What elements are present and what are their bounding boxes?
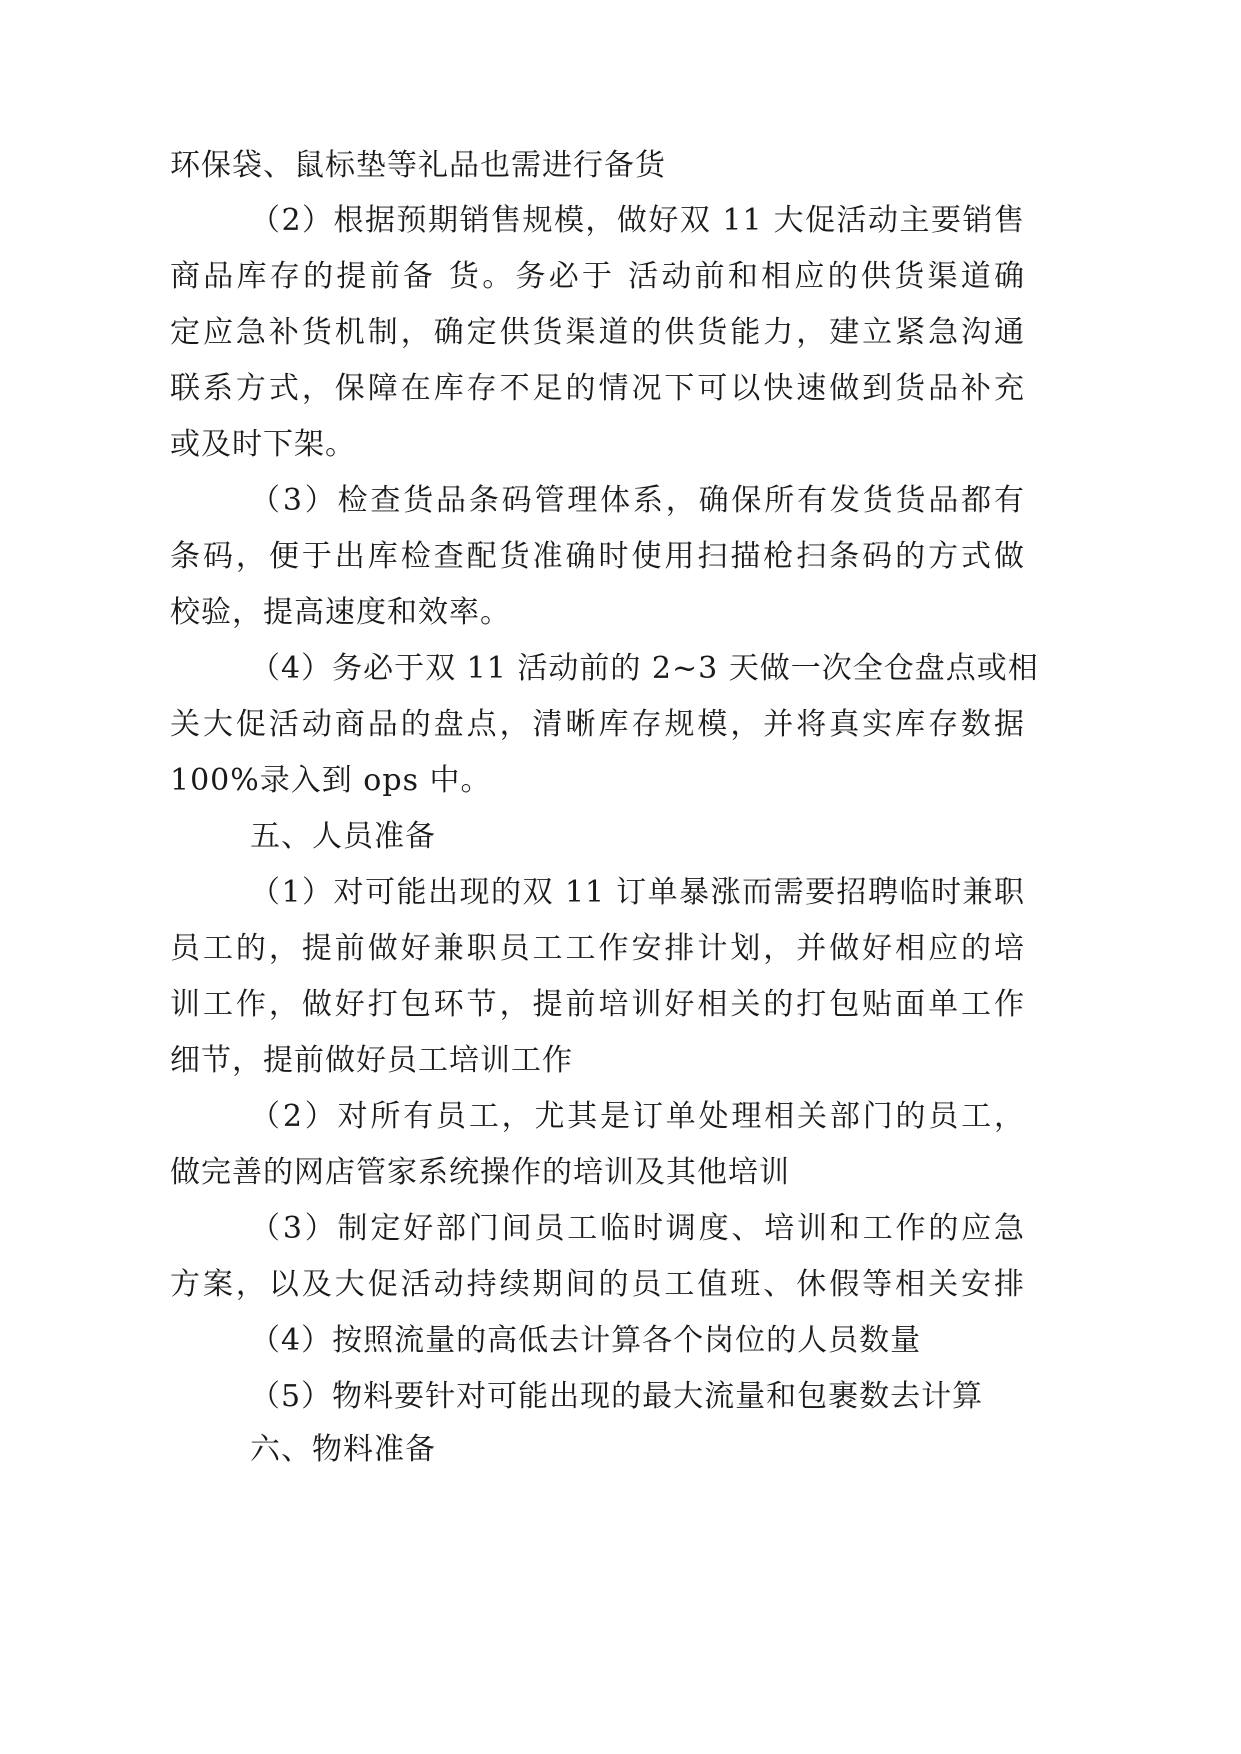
paragraph-line: 商品库存的提前备 货。务必于 活动前和相应的供货渠道确: [170, 259, 1025, 294]
paragraph-line: 定应急补货机制，确定供货渠道的供货能力，建立紧急沟通: [170, 315, 1025, 350]
section-heading: 五、人员准备: [250, 819, 436, 854]
paragraph-line: 联系方式，保障在库存不足的情况下可以快速做到货品补充: [170, 371, 1025, 406]
paragraph-line: 做完善的网店管家系统操作的培训及其他培训: [170, 1155, 790, 1190]
paragraph-line: 方案，以及大促活动持续期间的员工值班、休假等相关安排: [170, 1267, 1025, 1302]
paragraph-line: （2）根据预期销售规模，做好双 11 大促活动主要销售: [250, 203, 1025, 238]
paragraph-line: （3）制定好部门间员工临时调度、培训和工作的应急: [250, 1211, 1025, 1246]
paragraph-line: 细节，提前做好员工培训工作: [170, 1043, 573, 1078]
paragraph-line: 员工的，提前做好兼职员工工作安排计划，并做好相应的培: [170, 931, 1025, 966]
paragraph-line: 关大促活动商品的盘点，清晰库存规模，并将真实库存数据: [170, 707, 1025, 742]
paragraph-line: （2）对所有员工，尤其是订单处理相关部门的员工，: [250, 1099, 1025, 1134]
paragraph-line: （3）检查货品条码管理体系，确保所有发货货品都有: [250, 483, 1025, 518]
paragraph-line: （4）按照流量的高低去计算各个岗位的人员数量: [250, 1323, 922, 1358]
paragraph-line: （5）物料要针对可能出现的最大流量和包裹数去计算: [250, 1379, 984, 1414]
body-line: 环保袋、鼠标垫等礼品也需进行备货: [170, 148, 666, 183]
paragraph-line: 条码，便于出库检查配货准确时使用扫描枪扫条码的方式做: [170, 539, 1025, 574]
paragraph-line: 训工作，做好打包环节，提前培训好相关的打包贴面单工作: [170, 987, 1025, 1022]
section-heading: 六、物料准备: [250, 1432, 436, 1467]
paragraph-line: 100%录入到 ops 中。: [170, 763, 492, 798]
paragraph-line: （1）对可能出现的双 11 订单暴涨而需要招聘临时兼职: [250, 875, 1025, 910]
paragraph-line: （4）务必于双 11 活动前的 2~3 天做一次全仓盘点或相: [250, 651, 1039, 686]
paragraph-line: 或及时下架。: [170, 427, 356, 462]
paragraph-line: 校验，提高速度和效率。: [170, 595, 511, 630]
